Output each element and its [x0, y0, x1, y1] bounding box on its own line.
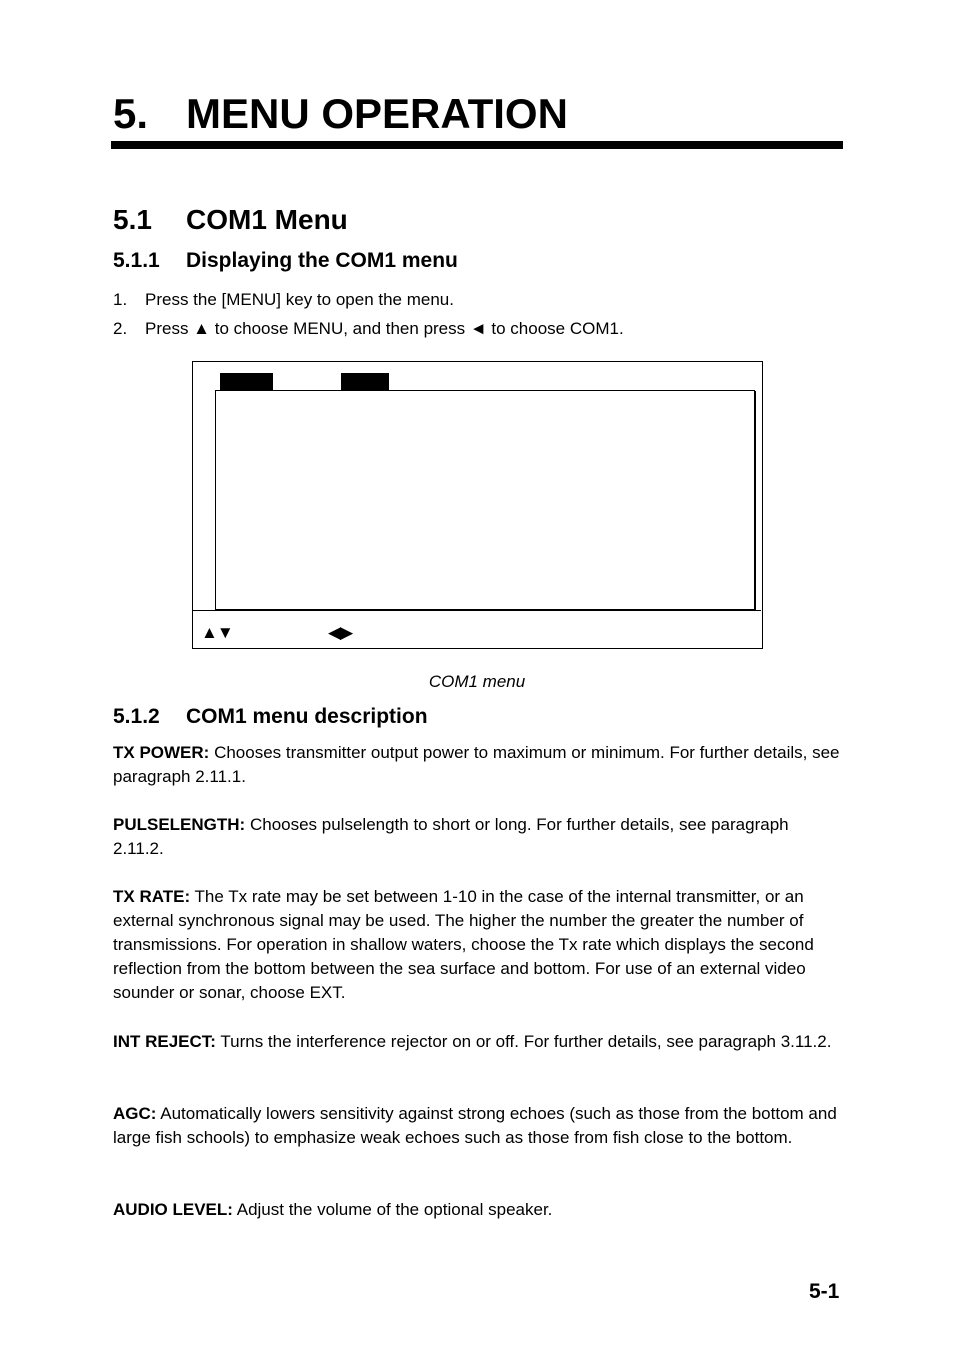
chapter-rule: [111, 141, 843, 149]
step-number: 2.: [113, 319, 128, 338]
up-down-arrow-icon: ▲▼: [201, 623, 233, 642]
term: PULSELENGTH:: [113, 815, 246, 834]
definition: Turns the interference rejector on or off. For further details, see paragraph 3.11.2.: [215, 1032, 832, 1051]
description-tx-rate: [113, 885, 843, 1005]
subsection-title: COM1 menu description: [186, 705, 428, 728]
term: TX RATE:: [113, 887, 191, 906]
subsection-heading-description: [113, 704, 428, 730]
section-number: 5.1: [113, 204, 152, 235]
menu-tab-marker: [341, 373, 389, 390]
description-pulselength: [113, 813, 843, 861]
subsection-title: Displaying the COM1 menu: [186, 249, 458, 272]
section-heading: [113, 203, 348, 237]
steps-list: [113, 285, 624, 343]
subsection-number: 5.1.1: [113, 249, 160, 272]
definition: The Tx rate may be set between 1-10 in the case of the internal transmitter, or an external synchronous signal may be used. The higher the number the greater the number of transmissions. For operation in shallow waters, choose the Tx rate which displays the second reflection from the bottom between the sea surface and bottom. For use of an external video sounder or sonar, choose EXT.: [113, 887, 814, 1002]
chapter-title: MENU OPERATION: [186, 90, 568, 137]
step-number: 1.: [113, 290, 128, 309]
description-agc: [113, 1102, 843, 1150]
description-int-reject: [113, 1030, 843, 1054]
figure-caption: COM1 menu: [428, 672, 526, 691]
subsection-number: 5.1.2: [113, 705, 160, 728]
chapter-heading: [113, 90, 568, 138]
subsection-heading-displaying: [113, 248, 458, 274]
term: INT REJECT:: [113, 1032, 216, 1051]
chapter-number: 5.: [113, 90, 149, 137]
description-audio-level: [113, 1198, 843, 1222]
menu-window: [215, 390, 755, 610]
definition: Chooses transmitter output power to maximum or minimum. For further details, see paragraph 2.11.1.: [113, 743, 840, 786]
definition: Adjust the volume of the optional speaker.: [232, 1200, 553, 1219]
figure-separator: [193, 610, 761, 611]
term: AGC:: [113, 1104, 157, 1123]
definition: Chooses pulselength to short or long. For further details, see paragraph 2.11.2.: [113, 815, 789, 858]
page-number: 5-1: [809, 1280, 840, 1303]
menu-tab-marker: [220, 373, 273, 390]
step-item: [113, 314, 624, 343]
section-title: COM1 Menu: [186, 204, 348, 235]
step-text: Press the [MENU] key to open the menu.: [145, 290, 454, 309]
left-right-arrow-icon: ◀▶: [328, 623, 353, 642]
description-tx-power: [113, 741, 843, 789]
step-text: Press ▲ to choose MENU, and then press ◄ to choose COM1.: [145, 319, 624, 338]
term: AUDIO LEVEL:: [113, 1200, 233, 1219]
term: TX POWER:: [113, 743, 210, 762]
definition: Automatically lowers sensitivity against strong echoes (such as those from the bottom and large fish schools) to emphasize weak echoes such as those from fish close to the bottom.: [113, 1104, 837, 1147]
step-item: [113, 285, 624, 314]
